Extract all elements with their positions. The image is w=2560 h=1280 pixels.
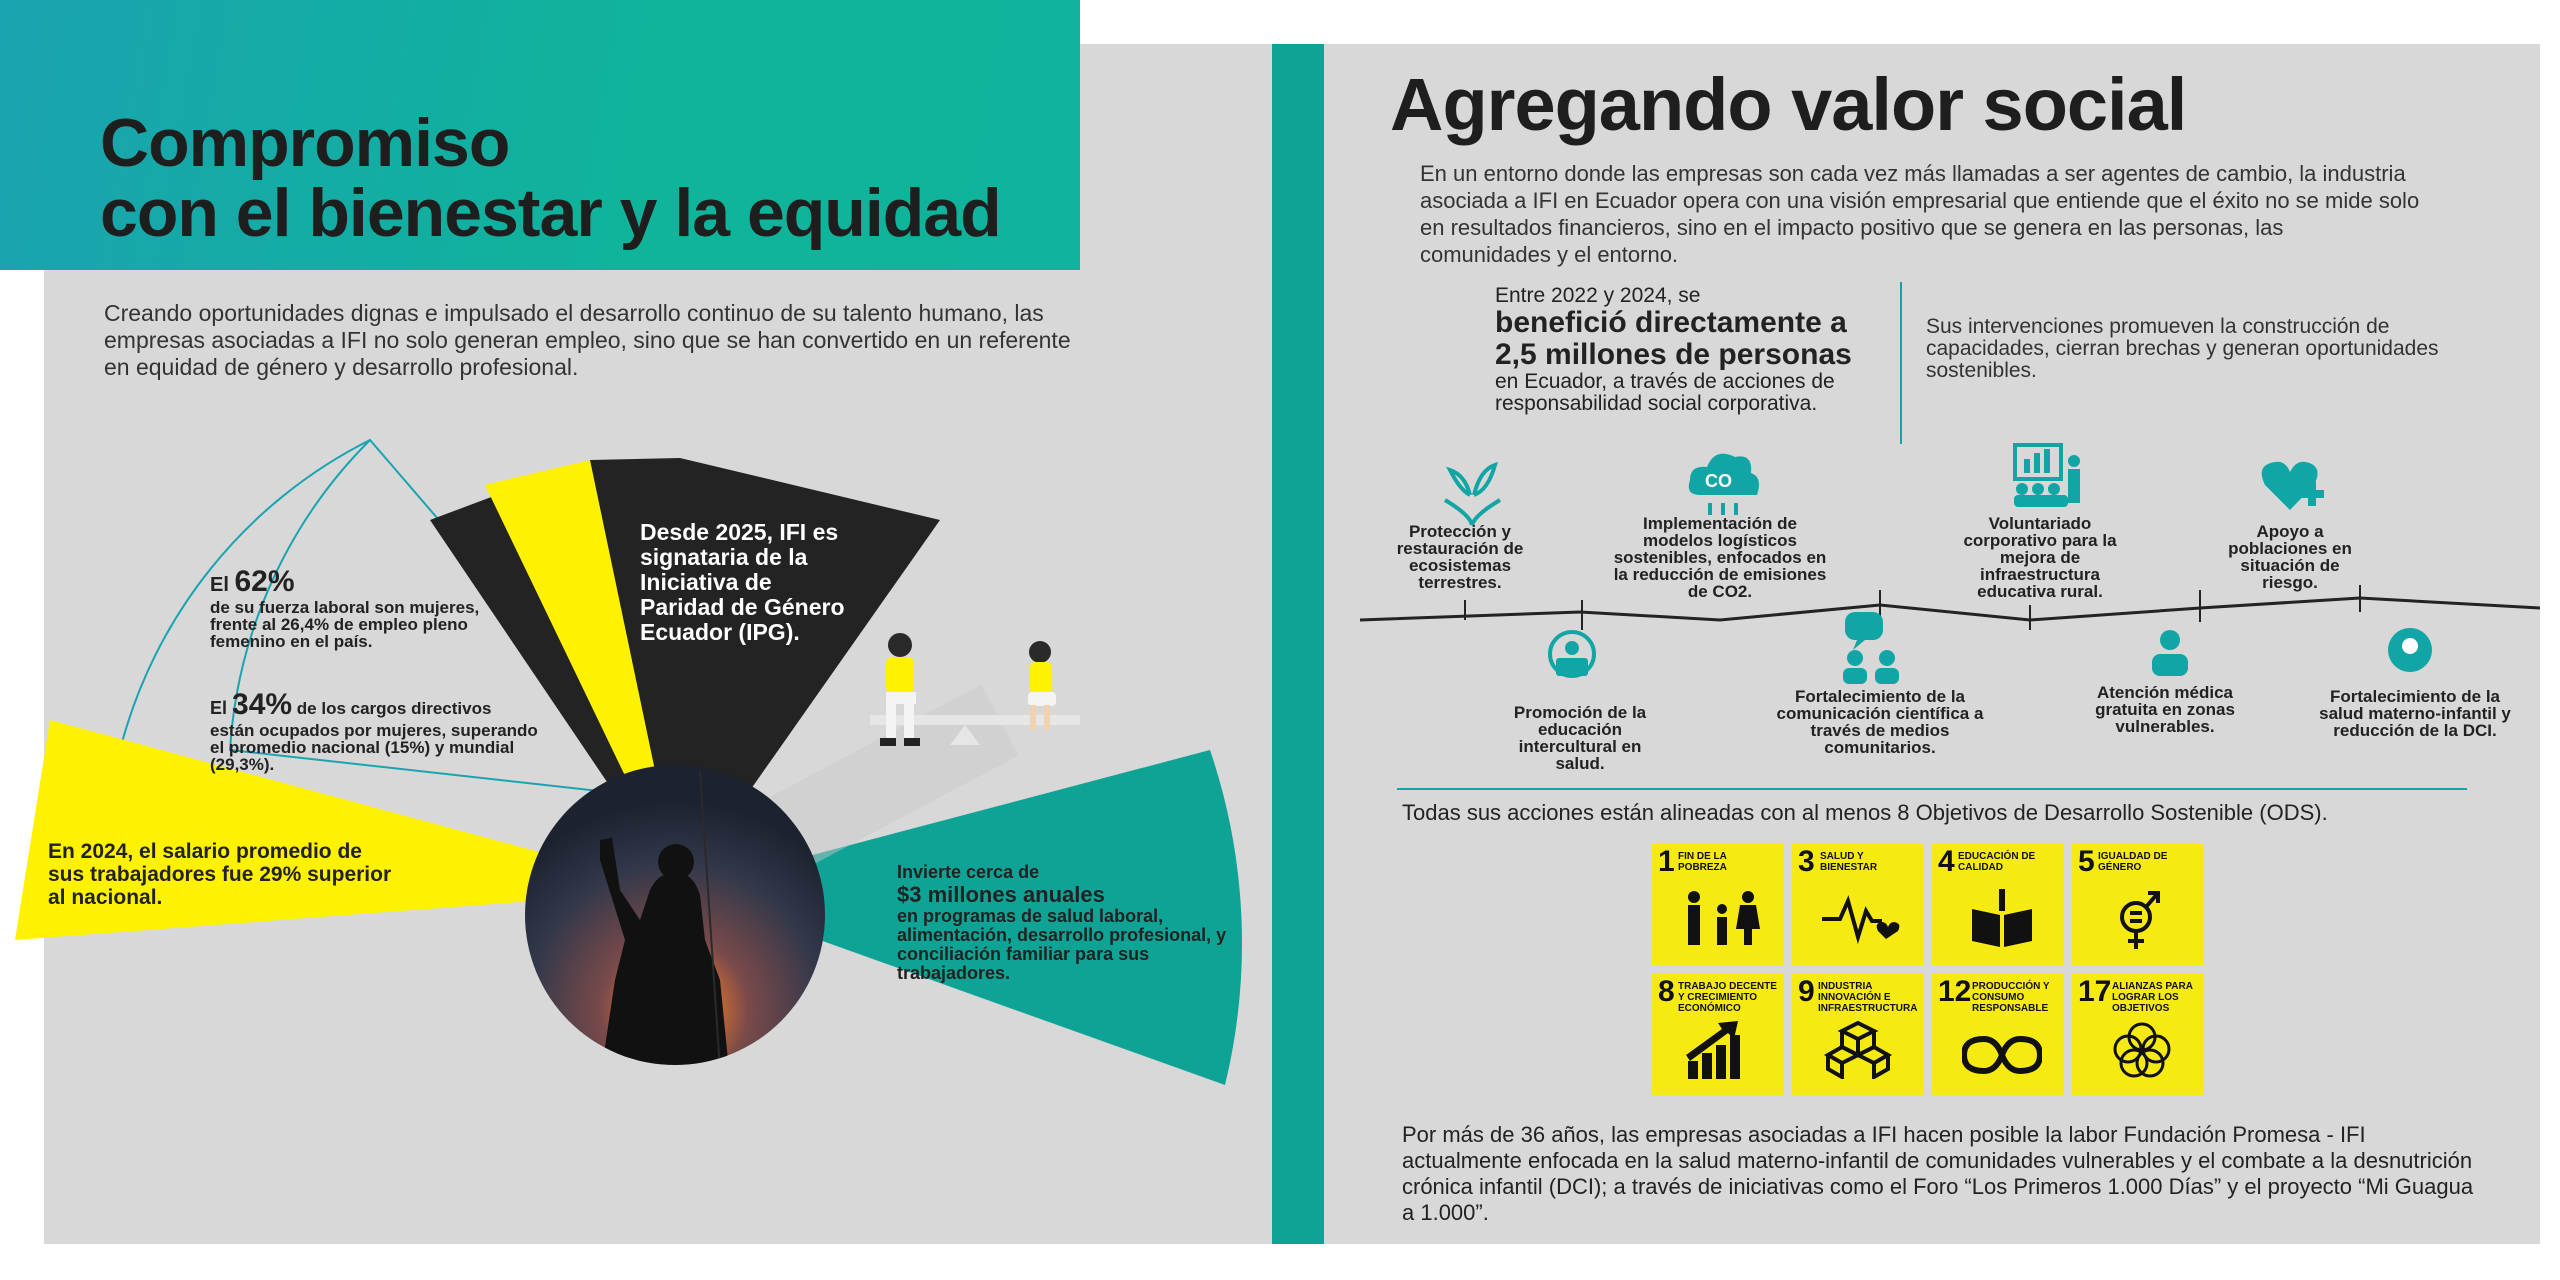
presentation-board-icon <box>2014 445 2080 507</box>
invest-rest: en programas de salud laboral, alimentación, desarrollo profesional, y conciliación familiar para sus trabajadores. <box>897 906 1227 983</box>
ods-number: 3 <box>1798 845 1815 878</box>
stat34-value: 34% <box>232 688 293 721</box>
timeline-top-label-2: Implementación de modelos logísticos sostenibles, enfocados en la reducción de emisiones de CO2. <box>1613 514 1827 601</box>
ods-label: INDUSTRIA INNOVACIÓN E INFRAESTRUCTURA <box>1818 981 1918 1014</box>
ods-number: 5 <box>2078 845 2095 878</box>
heart-plus-icon <box>2262 462 2324 510</box>
invest-block <box>897 862 1247 983</box>
title-line-2: con el bienestar y la equidad <box>100 175 1001 251</box>
stat-small2: en Ecuador, a través de acciones de responsabilidad social corporativa. <box>1495 370 1835 415</box>
ods-label: EDUCACIÓN DE CALIDAD <box>1958 851 2036 873</box>
timeline-top-label-3: Voluntariado corporativo para la mejora de infraestructura educativa rural. <box>1963 514 2117 601</box>
ods-tile-4 <box>1932 843 2064 965</box>
ods-tile-17 <box>2072 973 2204 1095</box>
timeline-bottom-label-3: Atención médica gratuita en zonas vulnerables. <box>2095 683 2235 736</box>
invest-line1: Invierte cerca de <box>897 862 1040 882</box>
ods-tile-8 <box>1652 973 1784 1095</box>
stat-big2: 2,5 millones de personas <box>1495 338 1852 371</box>
timeline-bottom-label-1: Promoción de la educación intercultural en salud. <box>1513 703 1647 773</box>
beneficiaries-stat <box>1495 285 1895 415</box>
doctor-icon <box>2152 630 2188 676</box>
stat-big1: benefició directamente a <box>1495 306 1847 339</box>
stat-divider <box>1900 282 1902 444</box>
ods-alignment-text: Todas sus acciones están alineadas con al menos 8 Objetivos de Desarrollo Sostenible (ODS). <box>1402 800 2328 825</box>
ods-number: 17 <box>2078 975 2112 1008</box>
ods-tile-12 <box>1932 973 2064 1095</box>
ods-label: FIN DE LA POBREZA <box>1678 851 1727 873</box>
ods-divider-line <box>1397 788 2467 790</box>
salary-text: En 2024, el salario promedio de sus trabajadores fue 29% superior al nacional. <box>48 840 392 909</box>
title-line-1: Compromiso <box>100 105 510 181</box>
stat62-value: 62% <box>234 565 295 598</box>
stat62-text: de su fuerza laboral son mujeres, frente al 26,4% de empleo pleno femenino en el país. <box>210 598 480 651</box>
co2-cloud-icon <box>1689 454 1759 515</box>
stat62-prefix: El <box>210 574 235 596</box>
heartbeat-icon <box>1822 889 1902 949</box>
ods-label: PRODUCCIÓN Y CONSUMO RESPONSABLE <box>1972 981 2050 1014</box>
infinity-loop-icon <box>1962 1019 2042 1079</box>
interventions-text: Sus intervenciones promueven la construcción de capacidades, cierran brechas y generan oportunidades sostenibles. <box>1926 315 2439 382</box>
stat-62-block <box>210 565 490 650</box>
ods-label: SALUD Y BIENESTAR <box>1820 851 1878 873</box>
ods-number: 12 <box>1938 975 1972 1008</box>
final-paragraph: Por más de 36 años, las empresas asociadas a IFI hacen posible la labor Fundación Promesa - IFI actualmente enfocada en la salud materno-infantil de comunidades vulnerables y el combate a la desnutrición crónica infantil (DCI); a través de iniciativas como el Foro “Los Primeros 1.000 Días” y el proyecto “Mi Guagua a 1.000”. <box>1402 1122 2474 1225</box>
timeline-top-label-1: Protección y restauración de ecosistemas terrestres. <box>1396 522 1524 592</box>
timeline-line <box>1360 598 2540 620</box>
stat34-prefix: El <box>210 698 233 718</box>
reader-icon <box>1550 632 1594 676</box>
invest-big: $3 millones anuales <box>897 882 1105 907</box>
ods-grid <box>1652 843 2204 1095</box>
ods-number: 8 <box>1658 975 1675 1008</box>
ods-label: IGUALDAD DE GÉNERO <box>2098 851 2168 873</box>
timeline-bottom-label-2: Fortalecimiento de la comunicación científica a través de medios comunitarios. <box>1776 687 1984 757</box>
ods-tile-5 <box>2072 843 2204 965</box>
ipg-text: Desde 2025, IFI es signataria de la Iniciativa de Paridad de Género Ecuador (IPG). <box>640 519 845 645</box>
right-intro-paragraph: En un entorno donde las empresas son cada vez más llamadas a ser agentes de cambio, la industria asociada a IFI en Ecuador opera con una visión empresarial que entiende que el éxito no se mide solo en resultados financieros, sino en el impacto positivo que se genera en las personas, las comunidades y el entorno. <box>1420 161 2420 267</box>
speech-people-icon <box>1843 612 1899 684</box>
timeline-bottom-label-4: Fortalecimiento de la salud materno-infantil y reducción de la DCI. <box>2319 687 2511 740</box>
gender-equality-icon <box>2102 889 2182 949</box>
ods-number: 9 <box>1798 975 1815 1008</box>
book-pencil-icon <box>1962 889 2042 949</box>
left-page-title <box>100 105 1001 251</box>
stat-34-block <box>210 688 540 773</box>
stat-small1: Entre 2022 y 2024, se <box>1495 284 1701 307</box>
stat34-text-b: están ocupados por mujeres, superando el promedio nacional (15%) y mundial (29,3%). <box>210 721 538 774</box>
growth-chart-icon <box>1682 1019 1762 1079</box>
ods-tile-1 <box>1652 843 1784 965</box>
ods-label: ALIANZAS PARA LOGRAR LOS OBJETIVOS <box>2112 981 2193 1014</box>
ods-label: TRABAJO DECENTE Y CRECIMIENTO ECONÓMICO <box>1678 981 1777 1014</box>
ods-number: 1 <box>1658 845 1675 878</box>
right-page-title: Agregando valor social <box>1390 63 2187 146</box>
timeline-top-label-4: Apoyo a poblaciones en situación de riesgo. <box>2228 522 2352 592</box>
left-intro-paragraph: Creando oportunidades dignas e impulsado el desarrollo continuo de su talento humano, las empresas asociadas a IFI no solo generan empleo, sino que se han convertido en un referente en equidad de género y desarrollo profesional. <box>104 300 1071 380</box>
family-icon <box>1682 889 1762 949</box>
stat34-text-a: de los cargos directivos <box>292 699 492 718</box>
plant-hands-icon <box>1445 465 1500 525</box>
ods-tile-9 <box>1792 973 1924 1095</box>
ods-tile-3 <box>1792 843 1924 965</box>
rings-icon <box>2102 1019 2182 1079</box>
svg-text:CO: CO <box>1705 471 1732 491</box>
ods-number: 4 <box>1938 845 1955 878</box>
baby-circle-icon <box>2388 628 2432 672</box>
cubes-icon <box>1822 1019 1902 1079</box>
